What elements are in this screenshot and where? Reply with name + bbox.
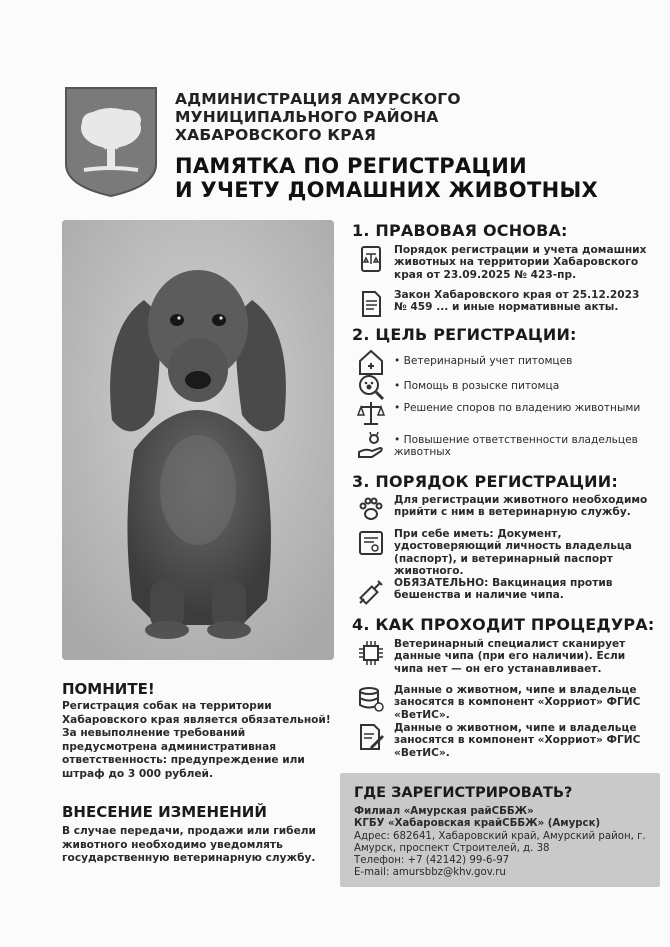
database-icon — [356, 684, 386, 714]
item-text: Порядок регистрации и учета домашних животных на территории Хабаровского края от 23.09.2025 № 423-пр. — [394, 244, 647, 281]
address: Адрес: 682641, Хабаровский край, Амурский район, г. Амурск, проспект Строителей, д. 38 — [354, 830, 646, 854]
list-item — [356, 494, 656, 524]
hand-pet-icon — [356, 430, 386, 460]
remember-heading: ПОМНИТЕ! — [62, 680, 155, 698]
scales-icon — [356, 398, 386, 428]
item-text: • Ветеринарный учет питомцев — [394, 347, 654, 367]
institution-name: КГБУ «Хабаровская крайСББЖ» (Амурск) — [354, 818, 601, 830]
law-document-icon — [356, 244, 386, 274]
item-text: • Решение споров по владению животными — [394, 398, 654, 414]
org-line: АДМИНИСТРАЦИЯ АМУРСКОГО — [175, 90, 461, 108]
item-text: Закон Хабаровского края от 25.12.2023 № 459 ... и иные нормативные акты. — [394, 289, 640, 314]
item-text: • Помощь в розыске питомца — [394, 372, 654, 392]
edit-document-icon — [356, 722, 386, 752]
branch-name: Филиал «Амурская райСББЖ» — [354, 806, 534, 817]
org-line: МУНИЦИПАЛЬНОГО РАЙОНА — [175, 108, 439, 126]
changes-text: В случае передачи, продажи или гибели животного необходимо уведомлять государственную ветеринарную службу. — [62, 825, 316, 864]
section-purpose-heading: 2. ЦЕЛЬ РЕГИСТРАЦИИ: — [352, 325, 577, 344]
list-item — [356, 638, 656, 675]
list-item — [356, 722, 656, 759]
section-procedure-heading: 3. ПОРЯДОК РЕГИСТРАЦИИ: — [352, 472, 618, 491]
coat-of-arms-tree-icon — [64, 86, 158, 198]
item-text: Данные о животном, чипе и владельце заносятся в компонент «Хорриот» ФГИС «ВетИС». — [394, 722, 641, 759]
where-to-register-box — [340, 773, 660, 887]
list-item — [356, 577, 656, 607]
section-legal-heading: 1. ПРАВОВАЯ ОСНОВА: — [352, 221, 568, 240]
certificate-icon — [356, 528, 386, 558]
syringe-icon — [356, 577, 386, 607]
where-heading: ГДЕ ЗАРЕГИСТРИРОВАТЬ? — [354, 785, 573, 801]
remember-text: Регистрация собак на территории Хабаровского края является обязательной! За невыполнение требований предусмотрена административная ответственность: предупреждение или штраф до 3 000 рублей. — [62, 700, 331, 780]
chip-icon — [356, 638, 386, 668]
list-item — [356, 244, 656, 281]
phone: Телефон: +7 (42142) 99-6-97 — [354, 855, 510, 867]
item-text: Данные о животном, чипе и владельце заносятся в компонент «Хорриот» ФГИС «ВетИС». — [394, 684, 641, 721]
changes-heading: ВНЕСЕНИЕ ИЗМЕНЕНИЙ — [62, 803, 267, 821]
document-icon — [356, 289, 386, 319]
dachshund-photo — [62, 220, 334, 660]
paw-icon — [356, 494, 386, 524]
page-title — [175, 154, 645, 202]
section-how-heading: 4. КАК ПРОХОДИТ ПРОЦЕДУРА: — [352, 615, 655, 634]
title-line: ПАМЯТКА ПО РЕГИСТРАЦИИ — [175, 154, 527, 178]
item-text: ОБЯЗАТЕЛЬНО: Вакцинация против бешенства и наличие чипа. — [394, 577, 613, 602]
list-item — [356, 684, 656, 721]
item-text: Ветеринарный специалист сканирует данные чипа (при его наличии). Если чипа нет — он его устанавливает. — [394, 638, 626, 675]
item-text: • Повышение ответственности владельцев животных — [394, 430, 654, 459]
list-item — [356, 430, 656, 460]
list-item — [356, 528, 656, 578]
list-item — [356, 398, 656, 428]
list-item — [356, 289, 656, 319]
item-text: Для регистрации животного необходимо прийти с ним в ветеринарную службу. — [394, 494, 648, 519]
item-text: При себе иметь: Документ, удостоверяющий личность владельца (паспорт), и ветеринарный паспорт животного. — [394, 528, 632, 578]
organization-name — [175, 90, 635, 144]
title-line: И УЧЕТУ ДОМАШНИХ ЖИВОТНЫХ — [175, 178, 599, 202]
email: E-mail: amursbbz@khv.gov.ru — [354, 867, 506, 879]
org-line: ХАБАРОВСКОГО КРАЯ — [175, 126, 377, 144]
